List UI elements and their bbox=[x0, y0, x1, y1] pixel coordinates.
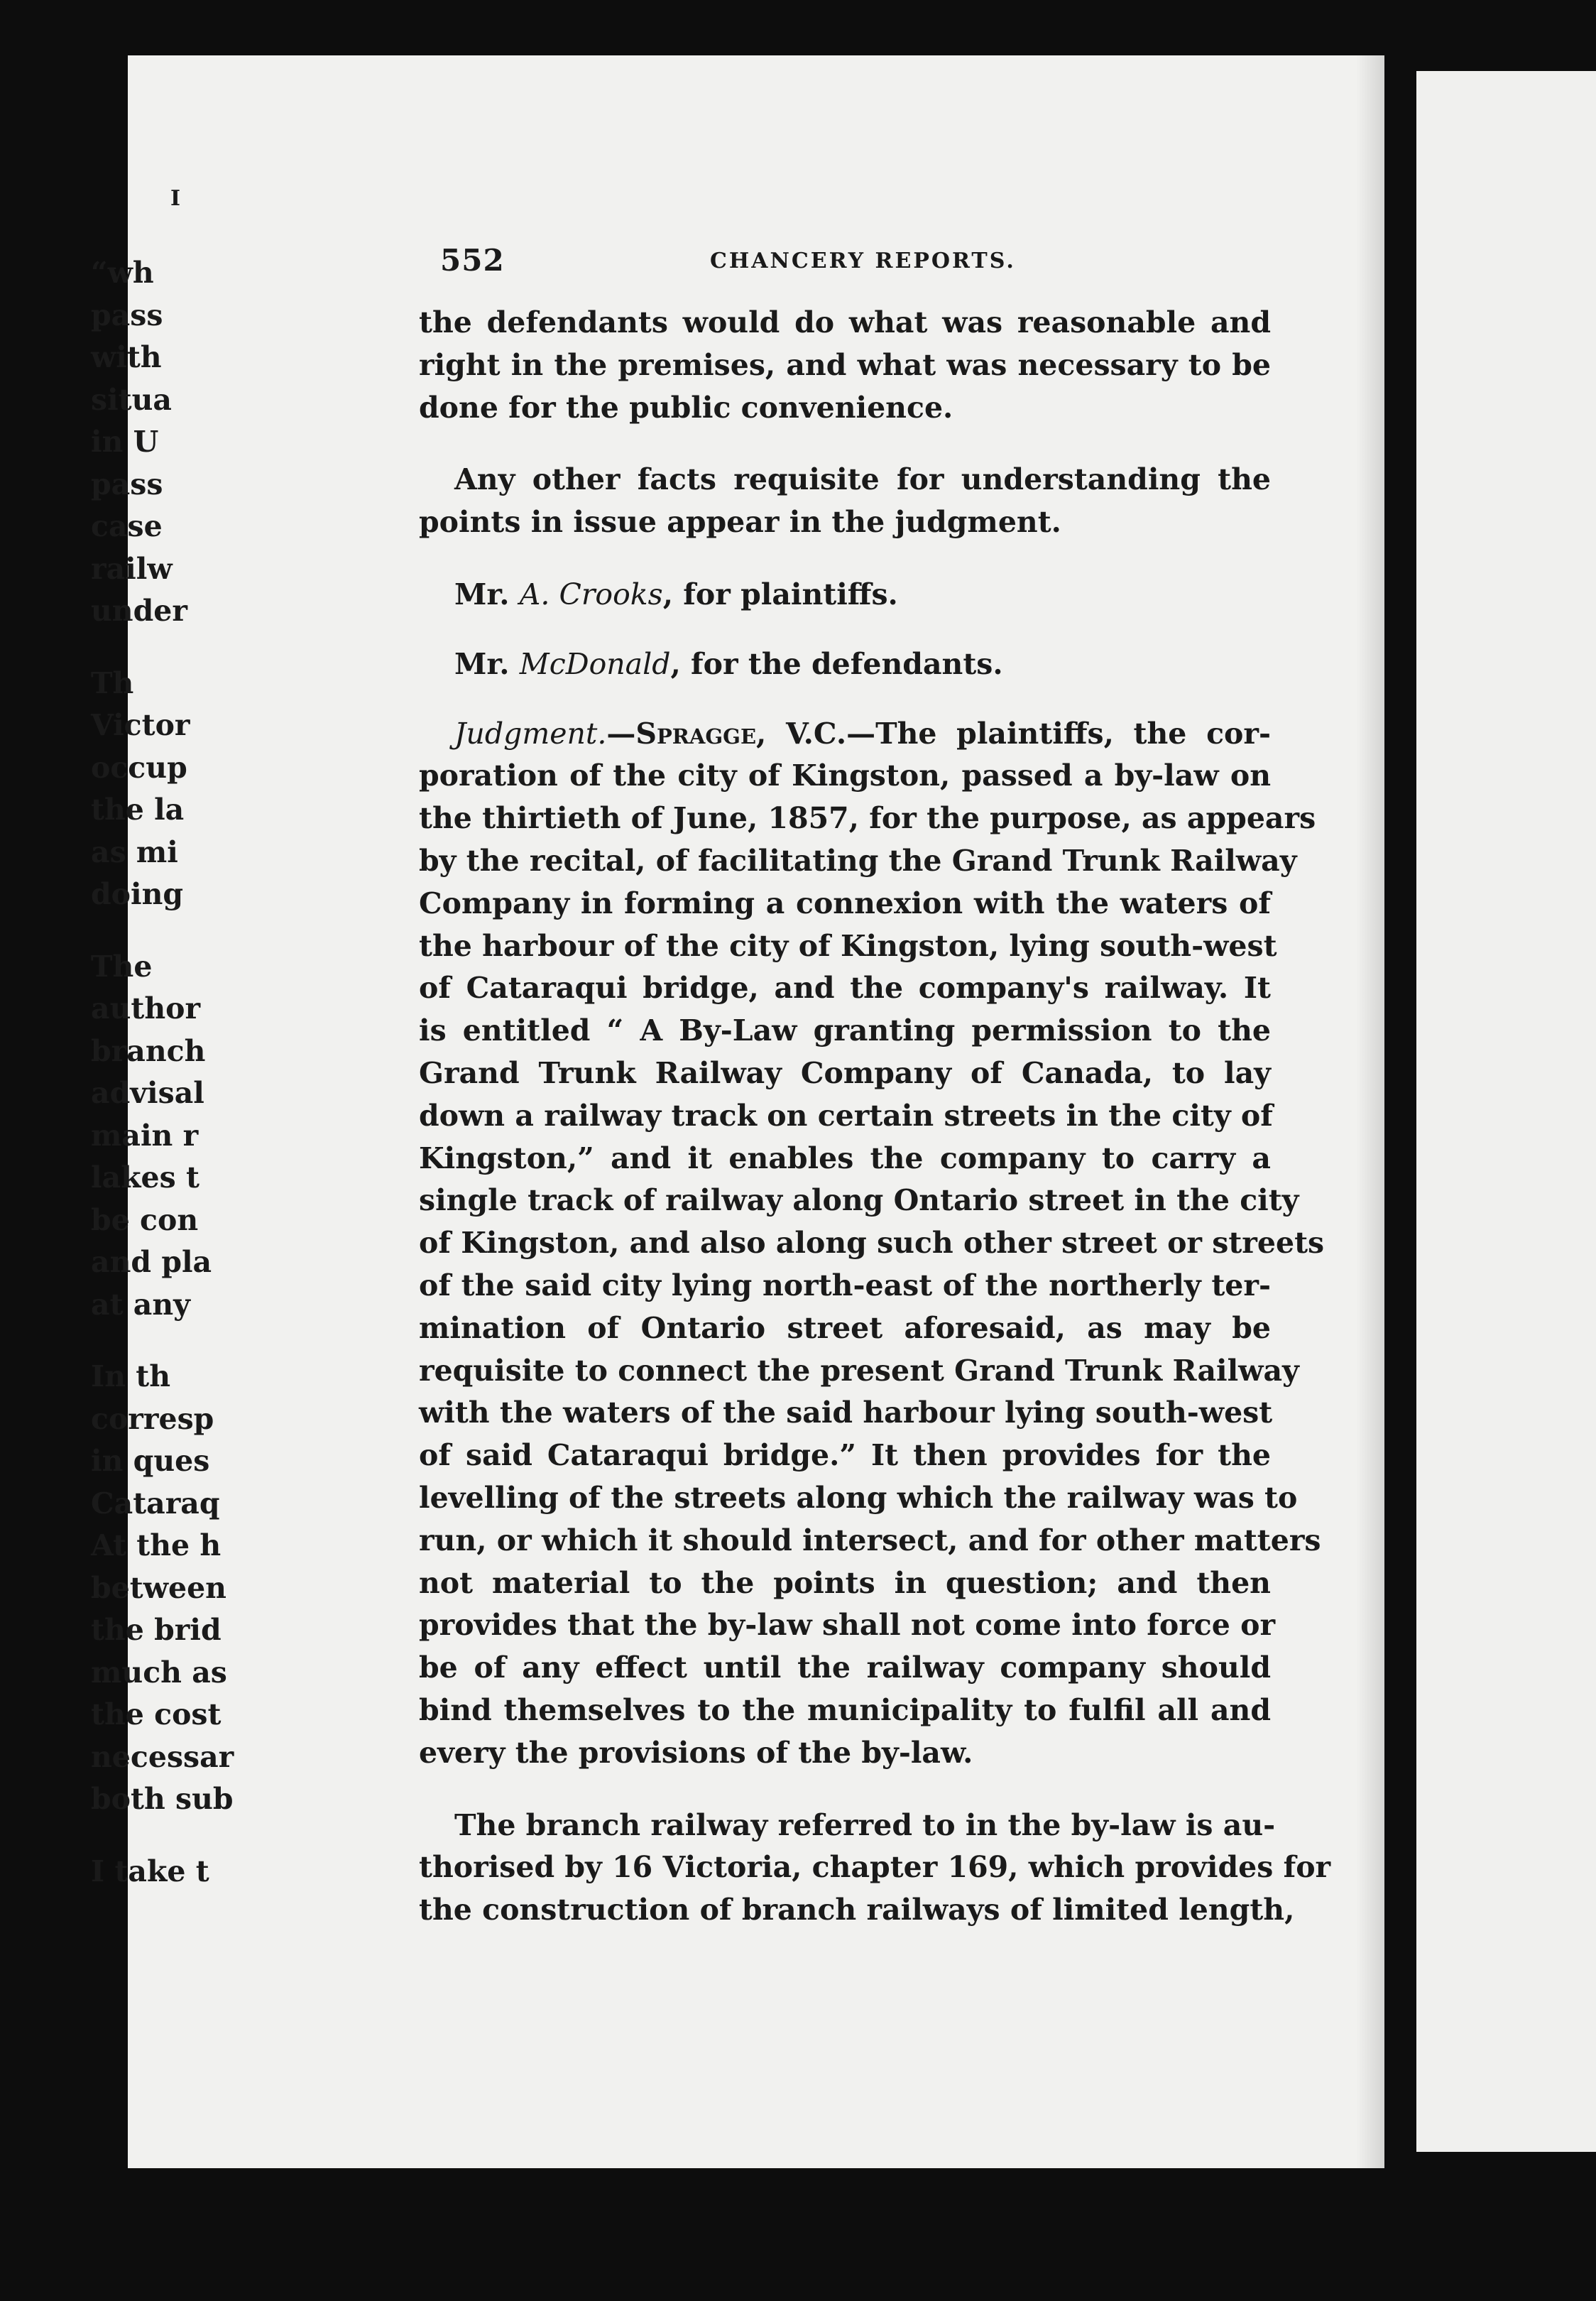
right-text-line: pass bbox=[91, 298, 163, 332]
text-line: not material to the points in question; and then bbox=[419, 1565, 1271, 1600]
text-line: the thirtieth of June, 1857, for the purpose, as appears bbox=[419, 801, 1316, 836]
left-page-text bbox=[419, 302, 1331, 1932]
text-line: The branch railway referred to in the by-law is au- bbox=[454, 1807, 1276, 1842]
text-line: Kingston,” and it enables the company to carry a bbox=[419, 1141, 1271, 1175]
right-text-line: occup bbox=[91, 750, 187, 785]
text-line: right in the premises, and what was necessary to be bbox=[419, 347, 1271, 382]
text-line: the construction of branch railways of limited length, bbox=[419, 1893, 1295, 1927]
right-text-line: under bbox=[91, 594, 187, 628]
right-text-line: In th bbox=[91, 1359, 171, 1393]
right-text-line: author bbox=[91, 991, 201, 1026]
page-number: 552 bbox=[440, 243, 505, 278]
text-line: by the recital, of facilitating the Grand Trunk Railway bbox=[419, 843, 1297, 878]
right-text-line: Victor bbox=[91, 708, 190, 742]
text-line: be of any effect until the railway company should bbox=[419, 1650, 1271, 1685]
gutter-shadow bbox=[1356, 55, 1384, 2168]
right-text-line: Th bbox=[91, 665, 134, 700]
right-text-line: The bbox=[91, 949, 153, 984]
right-text-line: lakes t bbox=[91, 1160, 200, 1195]
right-text-line: between bbox=[91, 1570, 226, 1605]
paragraph-1 bbox=[419, 302, 1271, 429]
right-text-line: advisal bbox=[91, 1076, 204, 1110]
right-page-fragment bbox=[1416, 71, 1596, 2152]
text-line: of Cataraqui bridge, and the company's railway. It bbox=[419, 971, 1271, 1006]
text-line: run, or which it should intersect, and for other matters bbox=[419, 1523, 1321, 1557]
text-line: of the said city lying north-east of the northerly ter- bbox=[419, 1268, 1271, 1302]
right-text-line: at any bbox=[91, 1287, 190, 1322]
paragraph-2 bbox=[419, 459, 1271, 544]
text-line: of said Cataraqui bridge.” It then provides for the bbox=[419, 1438, 1271, 1473]
right-text-line: necessar bbox=[91, 1739, 234, 1774]
paragraph-judgment bbox=[419, 755, 1325, 1774]
right-text-line: At the h bbox=[91, 1528, 222, 1562]
text-line: with the waters of the said harbour lying south-west bbox=[419, 1396, 1273, 1430]
text-line: bind themselves to the municipality to fulfil all and bbox=[419, 1692, 1271, 1727]
right-text-line: in ques bbox=[91, 1444, 210, 1478]
right-text-line: situa bbox=[91, 382, 172, 417]
right-text-line: with bbox=[91, 340, 162, 374]
judgment-opening-line: Judgment.—Spragge, V.C.—The plaintiffs, the cor- bbox=[454, 716, 1271, 751]
right-page-header-fragment: I bbox=[170, 186, 181, 211]
right-text-line: the la bbox=[91, 793, 185, 827]
right-text-line: as mi bbox=[91, 834, 178, 869]
right-text-line: in U bbox=[91, 425, 159, 459]
text-line: levelling of the streets along which the railway was to bbox=[419, 1480, 1298, 1515]
right-text-line: branch bbox=[91, 1033, 206, 1068]
page-header bbox=[440, 243, 1292, 285]
text-line: done for the public convenience. bbox=[419, 390, 953, 425]
text-line: the defendants would do what was reasonable and bbox=[419, 305, 1271, 339]
text-line: single track of railway along Ontario street in the city bbox=[419, 1183, 1299, 1218]
right-text-line: corresp bbox=[91, 1401, 214, 1436]
text-line: down a railway track on certain streets in the city of bbox=[419, 1098, 1273, 1133]
right-text-line: main r bbox=[91, 1118, 199, 1153]
right-text-line: both sub bbox=[91, 1782, 234, 1816]
right-text-line: much as bbox=[91, 1655, 227, 1690]
right-page-text-fragment bbox=[91, 252, 375, 1893]
counsel-plaintiffs: Mr. A. Crooks, for plaintiffs. bbox=[454, 577, 898, 611]
text-line: of Kingston, and also along such other street or streets bbox=[419, 1226, 1325, 1261]
right-text-line: the cost bbox=[91, 1697, 222, 1731]
running-head: CHANCERY REPORTS. bbox=[710, 249, 1016, 273]
right-text-line: the brid bbox=[91, 1613, 222, 1647]
right-text-line: pass bbox=[91, 467, 163, 501]
text-line: is entitled “ A By-Law granting permission to the bbox=[419, 1013, 1271, 1048]
right-text-line: and pla bbox=[91, 1245, 212, 1279]
text-line: Any other facts requisite for understanding the bbox=[454, 462, 1271, 497]
text-line: requisite to connect the present Grand Trunk Railway bbox=[419, 1353, 1299, 1388]
right-text-line: “wh bbox=[91, 256, 154, 290]
right-text-line: be con bbox=[91, 1202, 199, 1237]
text-line: mination of Ontario street aforesaid, as may be bbox=[419, 1310, 1271, 1345]
paragraph-branch-railway bbox=[419, 1805, 1331, 1932]
right-text-line: doing bbox=[91, 877, 184, 911]
text-line: Company in forming a connexion with the waters of bbox=[419, 886, 1271, 920]
text-line: provides that the by-law shall not come into force or bbox=[419, 1608, 1276, 1643]
text-line: thorised by 16 Victoria, chapter 169, which provides for bbox=[419, 1850, 1331, 1885]
right-text-line: railw bbox=[91, 551, 173, 586]
text-line: every the provisions of the by-law. bbox=[419, 1735, 973, 1770]
text-line: points in issue appear in the judgment. bbox=[419, 505, 1061, 540]
text-line: Grand Trunk Railway Company of Canada, to lay bbox=[419, 1055, 1271, 1090]
counsel-defendants: Mr. McDonald, for the defendants. bbox=[454, 646, 1003, 681]
text-line: the harbour of the city of Kingston, lying south-west bbox=[419, 928, 1277, 963]
right-text-line: Cataraq bbox=[91, 1486, 220, 1521]
text-line: poration of the city of Kingston, passed a by-law on bbox=[419, 758, 1271, 793]
right-text-line: I take t bbox=[91, 1854, 209, 1888]
right-text-line: case bbox=[91, 509, 163, 543]
